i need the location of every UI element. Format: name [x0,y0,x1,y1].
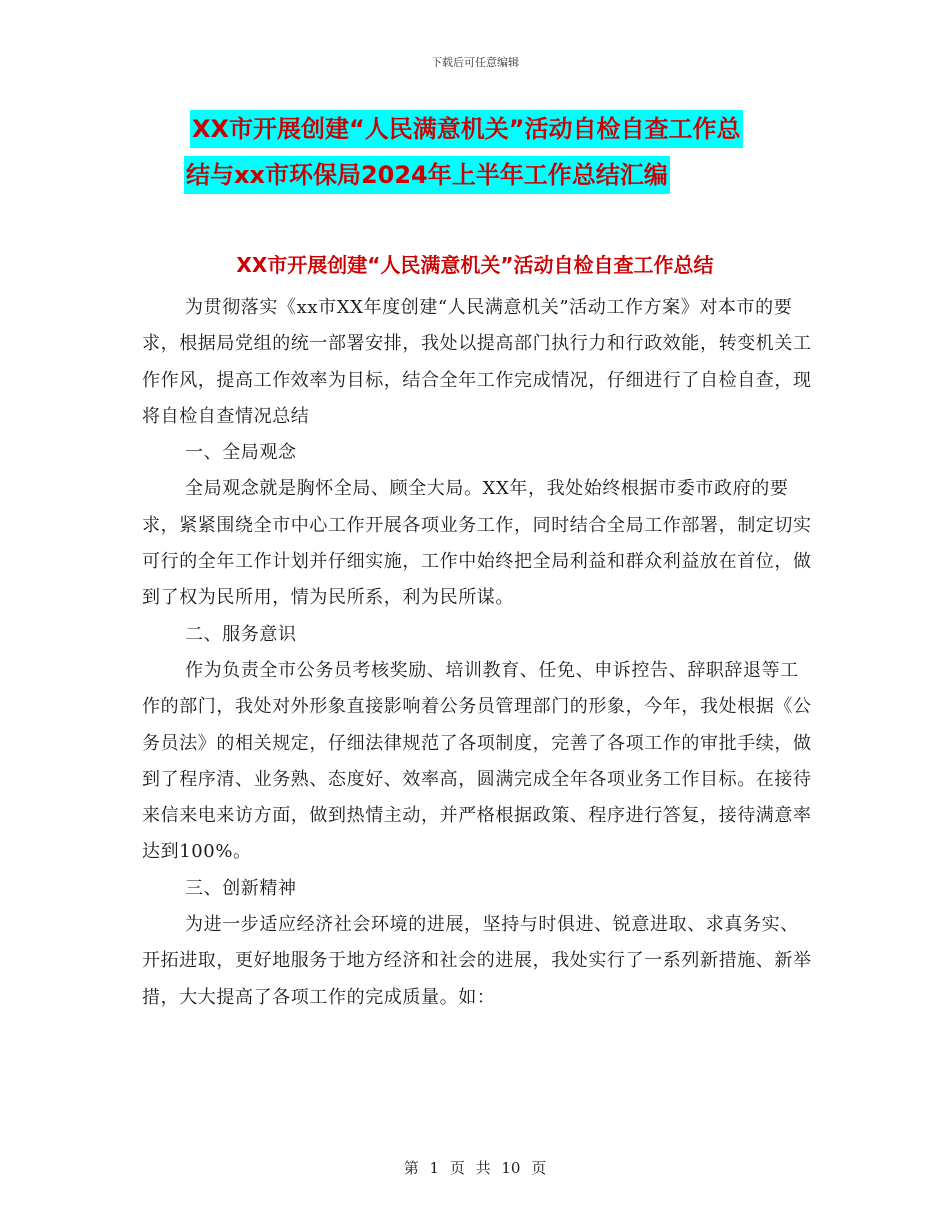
document-body [142,290,814,1016]
document-title-line-1: XX市开展创建“人民满意机关”活动自检自查工作总 [190,110,743,148]
body-paragraph-innovation: 为进一步适应经济社会环境的进展，坚持与时俱进、锐意进取、求真务实、开拓进取，更好地服务于地方经济和社会的进展，我处实行了一系列新措施、新举措，大大提高了各项工作的完成质量。如： [142,914,812,1008]
body-paragraph-intro: 为贯彻落实《xx市XX年度创建“人民满意机关”活动工作方案》对本市的要求，根据局党组的统一部署安排，我处以提高部门执行力和行政效能，转变机关工作作风，提高工作效率为目标，结合全年工作完成情况，仔细进行了自检自查，现将自检自查情况总结 [142,297,812,427]
section-title: XX市开展创建“人民满意机关”活动自检自查工作总结 [236,253,714,277]
subheading-service-awareness: 二、服务意识 [185,623,297,645]
page-header-note: 下载后可任意编辑 [431,56,519,69]
subheading-overall-view: 一、全局观念 [185,442,297,464]
body-paragraph-overall-view: 全局观念就是胸怀全局、顾全大局。XX年，我处始终根据市委市政府的要求，紧紧围绕全市中心工作开展各项业务工作，同时结合全局工作部署，制定切实可行的全年工作计划并仔细实施，工作中始终把全局利益和群众利益放在首位，做到了权为民所用，情为民所系，利为民所谋。 [142,478,812,609]
page-number-footer: 第 1 页 共 10 页 [403,1159,547,1177]
document-title-line-2: 结与xx市环保局2024年上半年工作总结汇编 [184,156,670,194]
body-paragraph-service-awareness: 作为负责全市公务员考核奖励、培训教育、任免、申诉控告、辞职辞退等工作的部门，我处对外形象直接影响着公务员管理部门的形象，今年，我处根据《公务员法》的相关规定，仔细法律规范了各项制度，完善了各项工作的审批手续，做到了程序清、业务熟、态度好、效率高，圆满完成全年各项业务工作目标。在接待来信来电来访方面，做到热情主动，并严格根据政策、程序进行答复，接待满意率达到100%。 [142,659,812,863]
subheading-innovation: 三、创新精神 [185,877,297,899]
